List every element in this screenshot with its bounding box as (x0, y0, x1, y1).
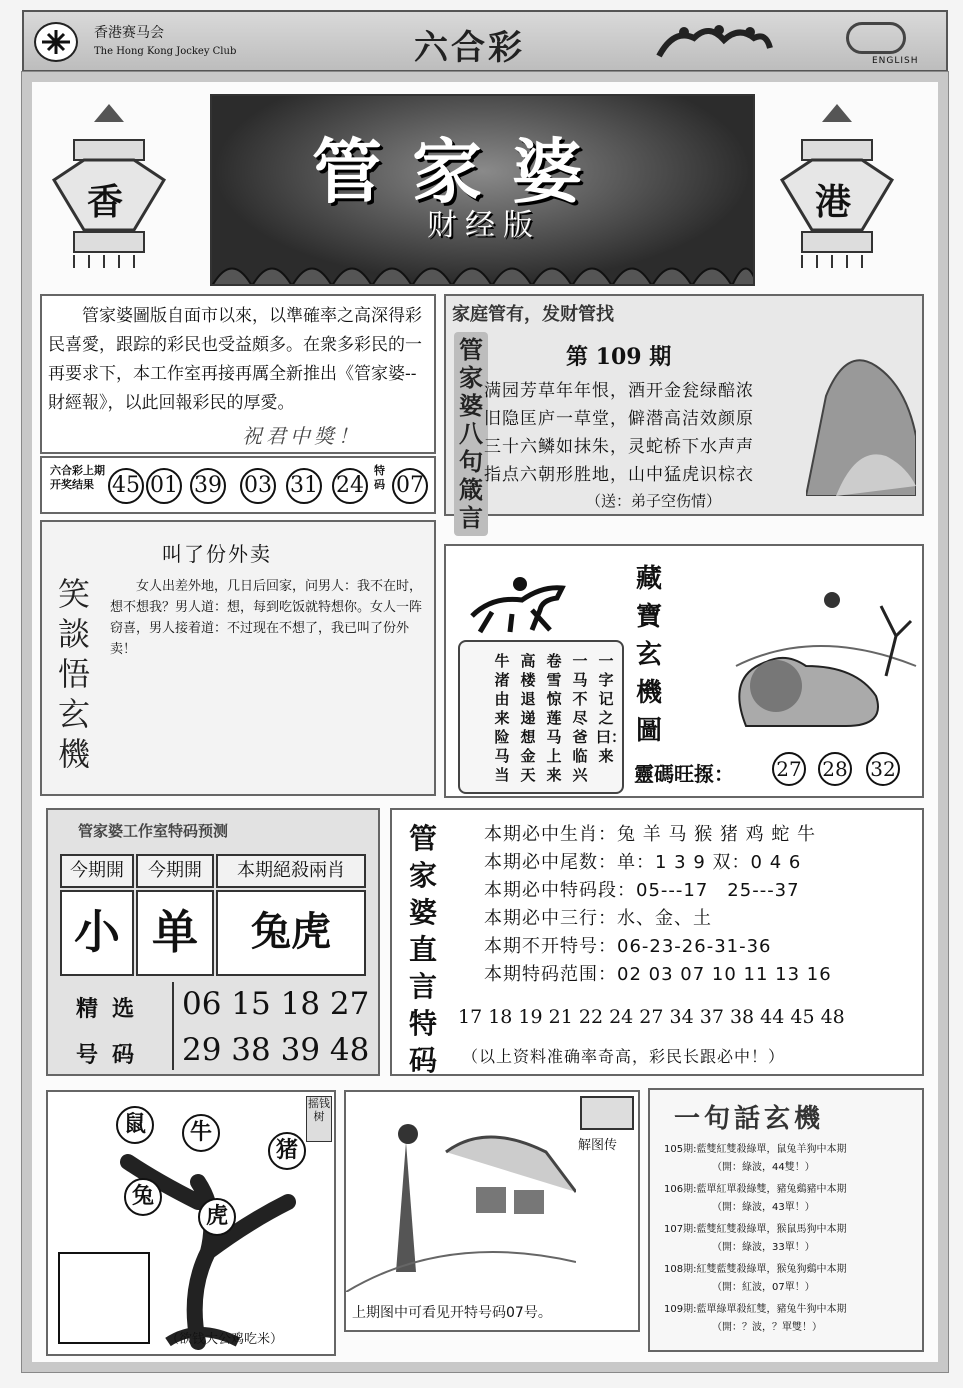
banner-subtitle: 财经版 (427, 208, 541, 243)
zodiac-ball: 猪 (268, 1132, 306, 1170)
rooftop-tiles-icon (212, 246, 755, 286)
treasure-title: 藏寶玄機圖 (635, 564, 662, 746)
lucky-ball: 32 (866, 752, 900, 786)
poem-line: 指点六朝形胜地，山中猛虎识棕衣 (484, 465, 754, 485)
page-title: 六合彩 (414, 28, 525, 68)
oneline-item: 109期:藍單綠單殺紅雙，豬兔牛狗中本期 (664, 1304, 847, 1315)
result-ball: 01 (146, 468, 182, 504)
direct-vertical-title: 管家婆直言特码 (408, 822, 437, 1077)
site-header (22, 10, 948, 72)
scroll-column: 高楼退递想金天 (520, 652, 536, 784)
poem-line: 旧隐匡庐一草堂，僻潜高洁效颜原 (484, 409, 754, 429)
predict-size: 小 (60, 890, 134, 976)
lantern-left-char: 香 (87, 182, 124, 223)
club-name-cn: 香港赛马会 (94, 25, 164, 41)
english-link[interactable]: ENGLISH (872, 56, 919, 66)
poem-header: 家庭管有，发财管找 (452, 304, 614, 325)
lucky-ball: 27 (772, 752, 806, 786)
special-label: 特码 (374, 464, 385, 491)
intro-section (40, 294, 436, 454)
lantern-right (772, 100, 902, 270)
racing-horses-icon (654, 18, 774, 66)
result-ball: 03 (240, 468, 276, 504)
oneline-title: 一句話玄機 (674, 1104, 825, 1134)
direct-line: 本期必中三行：水、金、土 (484, 908, 712, 929)
joke-text: 女人出差外地，几日后回家，问男人：我不在时，想不想我？男人道：想，每到吃饭就特想你。女人一阵窃喜，男人接着道：不过现在不想了，我已叫了份外卖！ (110, 579, 423, 657)
banner-title: 管家婆 (312, 131, 612, 213)
joke-section (40, 520, 436, 796)
riddle-caption: 上期图中可看见开特号码07号。 (352, 1305, 552, 1321)
result-ball: 39 (190, 468, 226, 504)
verse-scroll (458, 640, 627, 794)
direct-tips-section (390, 808, 924, 1076)
scroll-column: 一字记之曰：来 (596, 652, 627, 765)
blank-box (58, 1252, 150, 1344)
lucky-ball: 28 (818, 752, 852, 786)
direct-line: 本期必中尾数：单：1 3 9 双：0 4 6 (484, 852, 802, 873)
select-divider (172, 982, 174, 1070)
poem-vertical-title: 管家婆八句箴言 (454, 332, 488, 536)
lantern-left (44, 100, 174, 270)
scroll-column: 卷雪惊莲马上来 (546, 652, 562, 784)
oneline-item: 105期:藍雙紅雙殺綠單，鼠兔羊狗中本期 (664, 1144, 847, 1155)
oneline-result: （開：紅波，07單！） (712, 1282, 815, 1293)
scroll-column: 一马不尽爸临兴 (572, 652, 588, 784)
scholar-painting-icon (346, 1092, 576, 1292)
predict-kill-zodiac: 兔虎 (216, 890, 366, 976)
horse-rider-icon (462, 566, 572, 636)
intro-text: 管家婆圖版自面市以來，以準確率之高深得彩民喜愛，跟踪的彩民也受益頗多。在衆多彩民的一再要求下，本工作室再接再厲全新推出《管家婆--財經報》，以此回報彩民的厚愛。 (48, 306, 422, 413)
scroll-column: 牛渚由来险马当 (494, 652, 510, 784)
eight-verse-section (444, 294, 924, 532)
zodiac-ball: 虎 (198, 1198, 236, 1236)
club-name-en: The Hong Kong Jockey Club (94, 46, 237, 57)
special-ball: 07 (392, 468, 428, 504)
riddle-tag: 解图传 (578, 1138, 618, 1153)
prediction-section (46, 808, 380, 1076)
direct-line: 本期不开特号：06-23-26-31-36 (484, 936, 772, 957)
intro-wish: 祝君中獎！ (242, 424, 362, 448)
direct-note: （以上资料准确率奇高，彩民长跟必中！） (462, 1047, 786, 1066)
joke-vertical-title: 笑談悟玄機 (57, 575, 90, 773)
jockey-club-logo-icon[interactable] (34, 22, 78, 62)
tree-caption: （欲钱大公鸡吃米） (166, 1332, 284, 1347)
predict-head-cell: 今期開 (136, 854, 214, 888)
predict-head-cell: 本期絕殺兩肖 (216, 854, 366, 888)
zodiac-ball: 牛 (182, 1114, 220, 1152)
select-numbers: 29 38 39 48 (182, 1032, 370, 1068)
poem-line: 满园芳草年年恨，酒开金瓮绿醅浓 (484, 381, 754, 401)
oneline-item: 108期:紅雙藍雙殺綠單，猴兔狗鷄中本期 (664, 1264, 847, 1275)
oneline-result: （開：綠波，44雙！） (712, 1162, 815, 1173)
oneline-result: （開：綠波，43單！） (712, 1202, 815, 1213)
oneline-item: 107期:藍雙紅雙殺綠單，猴鼠馬狗中本期 (664, 1224, 847, 1235)
poem-issue: 第 109 期 (566, 344, 672, 370)
joke-title: 叫了份外卖 (162, 542, 272, 566)
treasure-map-section (444, 544, 924, 798)
lion-painting-icon (696, 566, 920, 742)
predict-parity: 单 (136, 890, 214, 976)
oneline-result: （開：？波，？單雙！） (712, 1322, 822, 1333)
oneline-item: 106期:藍單紅單殺綠雙，豬兔鷄豬中本期 (664, 1184, 847, 1195)
money-tree-section (46, 1090, 336, 1356)
select-label: 精选 (76, 997, 149, 1022)
predict-header: 管家婆工作室特码预测 (78, 822, 229, 840)
one-line-tips-section (648, 1088, 924, 1352)
direct-line: 本期特码范围：02 03 07 10 11 13 16 (484, 964, 832, 985)
result-ball: 45 (108, 468, 144, 504)
direct-line: 本期必中生肖：兔 羊 马 猴 猪 鸡 蛇 牛 (484, 824, 817, 845)
zodiac-ball: 鼠 (116, 1106, 154, 1144)
direct-numbers: 17 18 19 21 22 24 27 34 37 38 44 45 48 (458, 1006, 845, 1028)
riddle-picture-section (344, 1090, 640, 1332)
select-numbers: 06 15 18 27 (182, 986, 370, 1022)
lottery-logo-icon (846, 22, 906, 54)
result-ball: 31 (286, 468, 322, 504)
result-label: 六合彩上期开奖结果 (50, 464, 105, 491)
lantern-right-char: 港 (815, 182, 852, 223)
poem-credit: （送：弟子空伤情） (586, 492, 722, 510)
select-label: 号码 (76, 1043, 149, 1068)
last-result-section (40, 456, 436, 514)
lucky-label: 靈碼旺揼： (634, 762, 734, 786)
tree-tag: 摇钱树 (306, 1096, 332, 1142)
riddle-picture-icon (580, 1096, 634, 1130)
poem-line: 三十六鳞如抹朱，灵蛇桥下水声声 (484, 437, 754, 457)
predict-head-cell: 今期開 (60, 854, 134, 888)
direct-line: 本期必中特码段：05---17 25---37 (484, 880, 800, 901)
banner (210, 94, 755, 286)
result-ball: 24 (332, 468, 368, 504)
mountain-painting-icon (806, 336, 916, 496)
zodiac-ball: 兔 (124, 1178, 162, 1216)
oneline-result: （開：綠波，33單！） (712, 1242, 815, 1253)
